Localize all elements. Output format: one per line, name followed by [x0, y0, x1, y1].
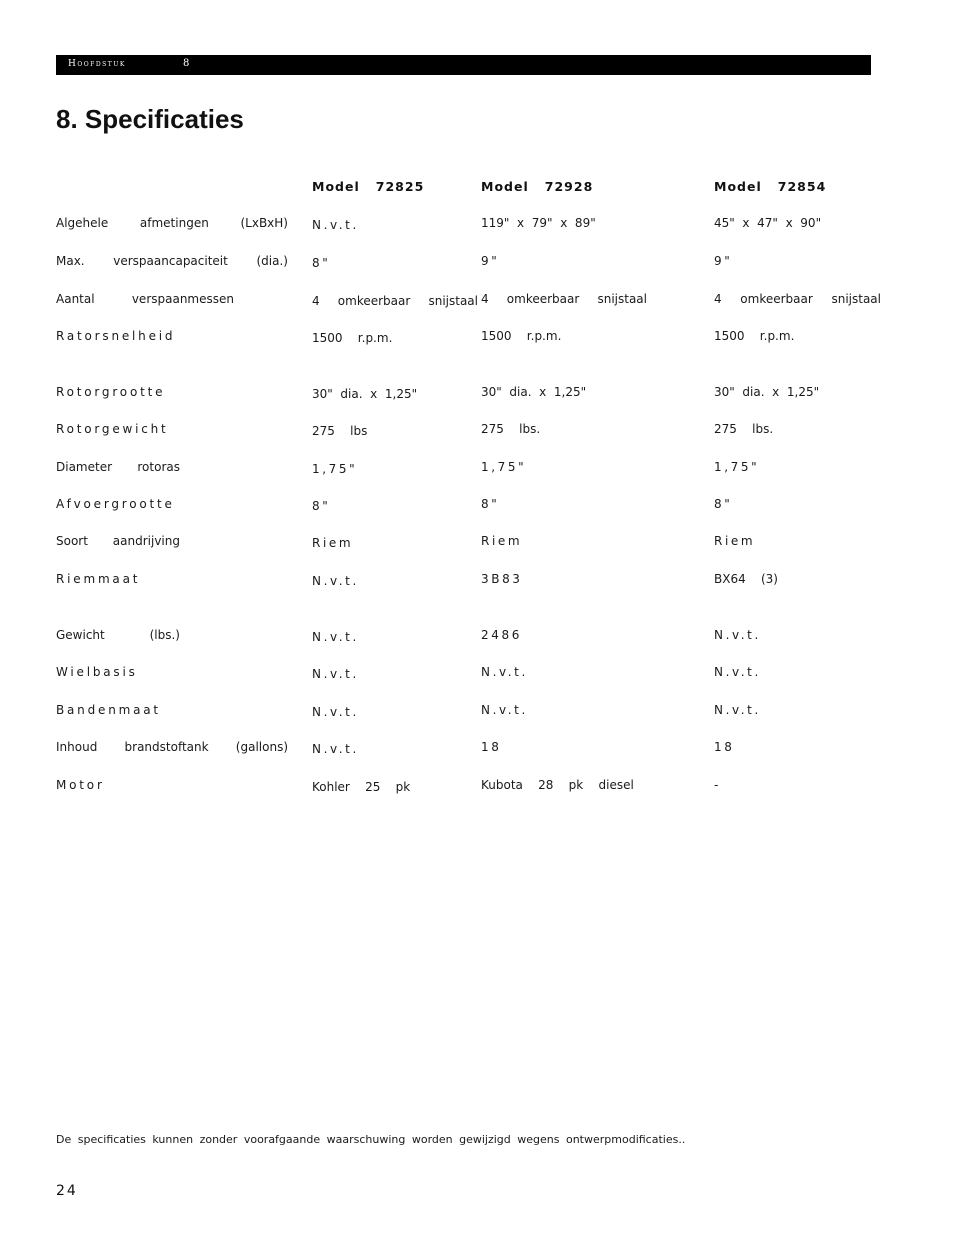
- spec-value: N.v.t.: [714, 665, 761, 679]
- spec-value: 8": [312, 499, 331, 513]
- spec-label-word: verspaancapaciteit: [113, 254, 228, 268]
- spec-value-word: snijstaal: [428, 294, 478, 308]
- spec-label-word: Diameter: [56, 460, 113, 474]
- page-number: 24: [56, 1183, 78, 1199]
- spec-value: 1500 r.p.m.: [312, 331, 393, 345]
- spec-label: [56, 628, 180, 642]
- spec-value: 30" dia. x 1,25": [312, 387, 418, 401]
- spec-value: 2486: [481, 628, 522, 642]
- spec-value: 1,75": [714, 460, 760, 474]
- chapter-number: 8: [183, 58, 190, 69]
- spec-value: N.v.t.: [312, 574, 359, 588]
- spec-label: Wielbasis: [56, 665, 138, 679]
- spec-value: 275 lbs.: [481, 422, 541, 436]
- spec-label: [56, 740, 288, 754]
- spec-value: N.v.t.: [312, 667, 359, 681]
- model-header-72928: Model 72928: [481, 179, 594, 194]
- spec-label-word: afmetingen: [139, 216, 209, 230]
- spec-value: [714, 292, 881, 306]
- spec-label-word: Aantal: [56, 292, 95, 306]
- spec-value-word: 4: [481, 292, 489, 306]
- spec-label: Rotorgewicht: [56, 422, 169, 436]
- spec-value: 8": [481, 497, 500, 511]
- spec-value: Riem: [312, 536, 354, 550]
- spec-label: [56, 460, 180, 474]
- spec-value-word: omkeerbaar: [740, 292, 813, 306]
- spec-label: Motor: [56, 778, 105, 792]
- spec-label-word: (lbs.): [149, 628, 180, 642]
- spec-value: 30" dia. x 1,25": [481, 385, 587, 399]
- spec-value: N.v.t.: [312, 742, 359, 756]
- spec-label: Afvoergrootte: [56, 497, 175, 511]
- spec-value: Kubota 28 pk diesel: [481, 778, 634, 792]
- model-header-72825: Model 72825: [312, 179, 425, 194]
- spec-value: 275 lbs: [312, 424, 368, 438]
- spec-value: N.v.t.: [481, 703, 528, 717]
- spec-label-word: Max.: [56, 254, 85, 268]
- spec-label: Bandenmaat: [56, 703, 161, 717]
- spec-value: N.v.t.: [312, 218, 359, 232]
- spec-value: N.v.t.: [312, 630, 359, 644]
- page-title: 8. Specificaties: [56, 104, 244, 134]
- spec-value: Riem: [481, 534, 523, 548]
- spec-label-word: (dia.): [256, 254, 288, 268]
- spec-value: 9": [714, 254, 733, 268]
- spec-value: 30" dia. x 1,25": [714, 385, 820, 399]
- spec-value-word: omkeerbaar: [337, 294, 411, 308]
- spec-value-word: omkeerbaar: [506, 292, 580, 306]
- spec-value: N.v.t.: [714, 703, 761, 717]
- spec-label-word: rotoras: [137, 460, 180, 474]
- spec-value-word: snijstaal: [831, 292, 881, 306]
- spec-label: Rotorgrootte: [56, 385, 166, 399]
- spec-label-word: (gallons): [235, 740, 288, 754]
- spec-value: 8": [312, 256, 331, 270]
- spec-value: 45" x 47" x 90": [714, 216, 822, 230]
- spec-label-word: Soort: [56, 534, 88, 548]
- spec-label-word: Gewicht: [56, 628, 105, 642]
- spec-label-word: brandstoftank: [124, 740, 209, 754]
- spec-label: Ratorsnelheid: [56, 329, 176, 343]
- spec-value: [481, 292, 647, 306]
- spec-value: 9": [481, 254, 500, 268]
- footnote: De specificaties kunnen zonder voorafgaande waarschuwing worden gewijzigd wegens ontwerpmodificaties..: [56, 1133, 686, 1146]
- spec-value-word: 4: [312, 294, 320, 308]
- spec-label: [56, 254, 288, 268]
- spec-value: -: [714, 778, 719, 792]
- spec-value: 1500 r.p.m.: [481, 329, 562, 343]
- spec-label: Riemmaat: [56, 572, 141, 586]
- spec-value: [312, 294, 478, 308]
- spec-value: 119" x 79" x 89": [481, 216, 596, 230]
- spec-label: [56, 216, 288, 230]
- spec-value: 275 lbs.: [714, 422, 774, 436]
- chapter-header-bar: [56, 55, 871, 75]
- spec-value-word: 4: [714, 292, 722, 306]
- spec-value: Kohler 25 pk: [312, 780, 411, 794]
- spec-value: 1500 r.p.m.: [714, 329, 795, 343]
- spec-value: 1,75": [481, 460, 527, 474]
- spec-value: 1,75": [312, 462, 358, 476]
- spec-label: [56, 292, 234, 306]
- spec-label-word: verspaanmessen: [131, 292, 234, 306]
- chapter-label: Hoofdstuk: [68, 59, 126, 69]
- spec-value: N.v.t.: [312, 705, 359, 719]
- spec-value: N.v.t.: [481, 665, 528, 679]
- spec-value: 8": [714, 497, 733, 511]
- spec-value: BX64 (3): [714, 572, 778, 586]
- spec-label-word: (LxBxH): [240, 216, 288, 230]
- spec-value: 18: [714, 740, 735, 754]
- spec-label: [56, 534, 180, 548]
- spec-label-word: Algehele: [56, 216, 109, 230]
- spec-value: N.v.t.: [714, 628, 761, 642]
- spec-label-word: Inhoud: [56, 740, 98, 754]
- spec-value: 3B83: [481, 572, 523, 586]
- spec-value-word: snijstaal: [597, 292, 647, 306]
- spec-value: 18: [481, 740, 502, 754]
- model-header-72854: Model 72854: [714, 179, 827, 194]
- spec-value: Riem: [714, 534, 756, 548]
- spec-label-word: aandrijving: [112, 534, 180, 548]
